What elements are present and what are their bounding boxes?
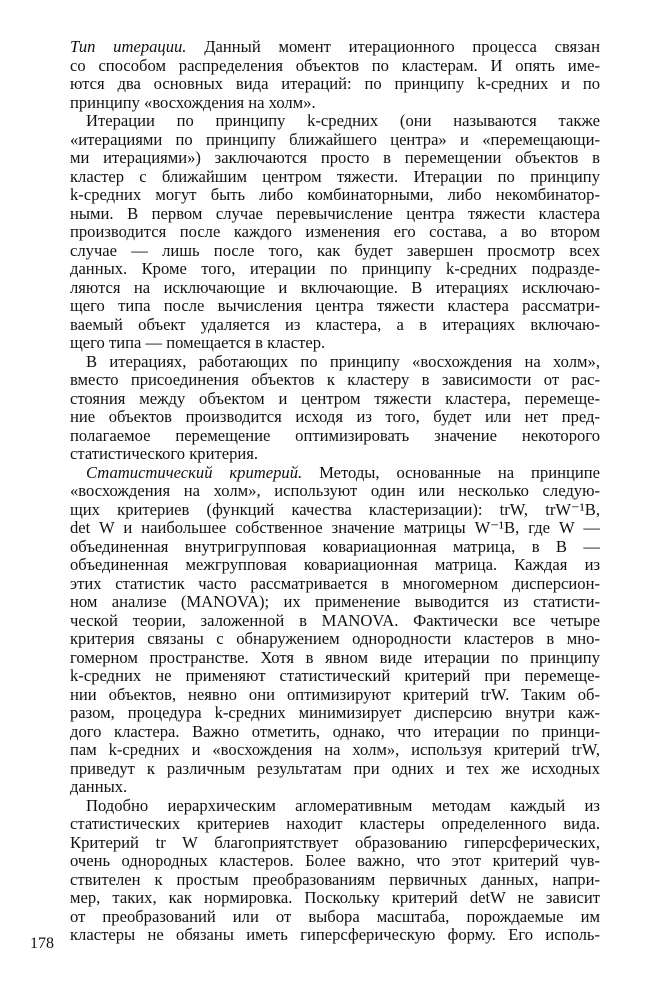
text-line: ствителен к простым преобразованиям первичных данных, напри- (70, 869, 600, 889)
text-line: k-средних не применяют статистический критерий при перемеще- (70, 666, 600, 685)
paragraph-k-means (70, 112, 600, 353)
document-page (70, 38, 600, 978)
text-line: det W и наибольшее собственное значение матрицы W⁻¹B, где W — (70, 518, 600, 537)
text-line: ваемый объект удаляется из кластера, а в итерациях включаю- (70, 314, 600, 334)
text-line: приведут к различным результатам при одних и тех же исходных (70, 758, 600, 778)
text-line: Тип итерации. Данный момент итерационного процесса связан (70, 37, 600, 56)
text-line: В итерациях, работающих по принципу «восхождения на холм», (86, 351, 600, 371)
text-line: статистических критериев находит кластеры определенного вида. (70, 814, 600, 833)
text-line: гомерном пространстве. Хотя в явном виде итерации по принципу (70, 647, 600, 667)
text-line: «восхождения на холм», используют один или несколько следую- (70, 481, 600, 500)
text-line: данных. Кроме того, итерации по принципу k-средних подразде- (70, 259, 600, 278)
text-line: ными. В первом случае перевычисление центра тяжести кластера (70, 203, 600, 223)
text-line: этих статистик часто рассматривается в многомерном дисперсион- (70, 573, 600, 593)
paragraph-statistical-criterion (70, 464, 600, 797)
paragraph-agglomerative (70, 797, 600, 945)
text-line: данных. (70, 777, 128, 796)
text-line: нии объектов, неявно они оптимизируют критерий trW. Таким об- (70, 684, 600, 704)
text-line: разом, процедура k-средних минимизирует дисперсию внутри каж- (70, 703, 600, 722)
text-line: вместо присоединения объектов к кластеру в зависимости от рас- (70, 370, 600, 389)
text-line: «итерациями по принципу ближайшего центра» и «перемещающи- (70, 129, 600, 149)
text-line: дого кластера. Важно отметить, однако, что итерации по принци- (70, 721, 600, 741)
page-number: 178 (30, 935, 54, 952)
text-line: кластеры не обязаны иметь гиперсферическую форму. Его исполь- (70, 925, 600, 944)
text-line: щего типа после вычисления центра тяжести кластера рассматри- (70, 296, 600, 315)
text-line: мер, таких, как нормировка. Поскольку критерий detW не зависит (70, 888, 600, 907)
text-line: k-средних могут быть либо комбинаторными, либо некомбинатор- (70, 185, 600, 204)
text-line: производится после каждого изменения его состава, а во втором (70, 222, 600, 241)
runin-heading: Тип итерации. (70, 37, 187, 56)
text-line: очень однородных кластеров. Более важно, что этот критерий чув- (70, 851, 600, 870)
paragraph-iteration-type (70, 38, 600, 112)
text-line: объединенная внутригрупповая ковариационная матрица, в B — (70, 536, 600, 556)
text-line: ние объектов производится исходя из того, будет или нет пред- (70, 407, 600, 426)
text-line: критерия связаны с обнаружением однородности кластеров в мно- (70, 629, 600, 648)
runin-heading: Статистический критерий. (86, 462, 303, 482)
paragraph-hill-climbing (70, 353, 600, 464)
text-line: полагаемое перемещение оптимизировать значение некоторого (70, 425, 600, 445)
text-line: ми итерациями») заключаются просто в перемещении объектов в (70, 148, 600, 167)
text-line: принципу «восхождения на холм». (70, 92, 316, 112)
text-line: Статистический критерий. Методы, основанные на принципе (86, 462, 600, 482)
text-line: ются два основных вида итераций: по принципу k-средних и по (70, 74, 600, 93)
text-line: со способом распределения объектов по кластерам. И опять име- (70, 55, 600, 75)
text-line: ческой теории, заложенной в MANOVA. Фактически все четыре (70, 610, 600, 630)
text-line: ном анализе (MANOVA); их применение выводится из статисти- (70, 592, 600, 611)
text-line: объединенная межгрупповая ковариационная матрица. Каждая из (70, 555, 600, 574)
text-line: Подобно иерархическим агломеративным методам каждый из (86, 795, 600, 815)
text-line: случае — лишь после того, как будет завершен просмотр всех (70, 240, 600, 260)
text-line: щего типа — помещается в кластер. (70, 333, 326, 352)
text-line: ляются на исключающие и включающие. В итерациях исключаю- (70, 277, 600, 297)
text-line: от преобразований или от выбора масштаба, порождаемые им (70, 906, 600, 926)
text-line: Итерации по принципу k-средних (они называются также (86, 111, 600, 130)
text-line: щих критериев (функций качества кластеризации): trW, trW⁻¹B, (70, 499, 600, 519)
text-line: пам k-средних и «восхождения на холм», используя критерий trW, (70, 740, 600, 759)
text-line: Критерий tr W благоприятствует образованию гиперсферических, (70, 832, 600, 852)
text-line: стояния между объектом и центром тяжести кластера, перемеще- (70, 388, 600, 408)
text-line: статистического критерия. (70, 444, 259, 463)
text-line: кластер с ближайшим центром тяжести. Итерации по принципу (70, 166, 600, 186)
